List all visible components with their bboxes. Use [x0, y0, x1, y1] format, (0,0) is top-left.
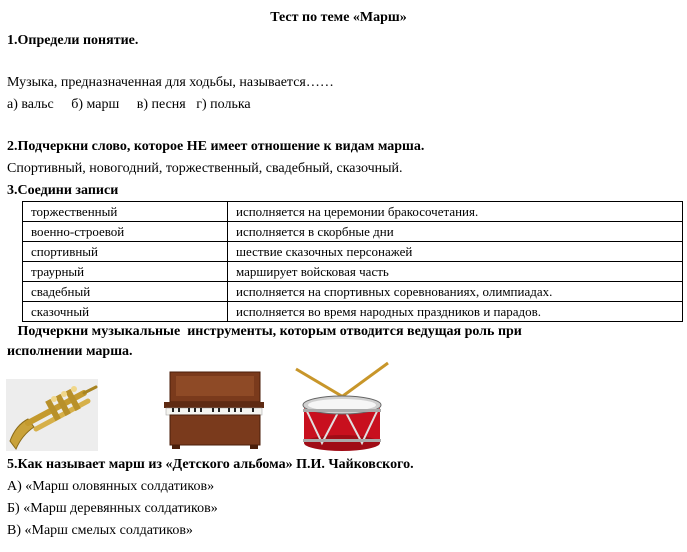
question-4-line-1: Подчеркни музыкальные инструменты, которым отводится ведущая роль при — [7, 324, 522, 339]
question-5-heading: 5.Как называет марш из «Детского альбома» П.И. Чайковского. — [7, 457, 414, 472]
trumpet-icon[interactable] — [6, 379, 98, 451]
table-row — [23, 242, 683, 262]
table-row — [23, 262, 683, 282]
table-cell-left: траурный — [23, 262, 228, 282]
table-cell-right: шествие сказочных персонажей — [228, 242, 683, 262]
question-4-line-2: исполнении марша. — [7, 344, 133, 359]
table-cell-right: исполняется в скорбные дни — [228, 222, 683, 242]
drum-icon[interactable] — [292, 361, 392, 453]
question-2-words: Спортивный, новогодний, торжественный, свадебный, сказочный. — [7, 161, 403, 176]
page-title: Тест по теме «Марш» — [270, 10, 407, 25]
table-cell-left: военно-строевой — [23, 222, 228, 242]
table-cell-right: марширует войсковая часть — [228, 262, 683, 282]
answer-option-a: А) «Марш оловянных солдатиков» — [7, 479, 215, 494]
question-3-heading: 3.Соедини записи — [7, 183, 119, 198]
matching-table — [22, 201, 683, 322]
table-cell-left: свадебный — [23, 282, 228, 302]
table-row — [23, 222, 683, 242]
table-cell-left: спортивный — [23, 242, 228, 262]
table-cell-left: сказочный — [23, 302, 228, 322]
answer-option-b: Б) «Марш деревянных солдатиков» — [7, 501, 218, 516]
table-row — [23, 302, 683, 322]
table-cell-right: исполняется на церемонии бракосочетания. — [228, 202, 683, 222]
answer-option-c: В) «Марш смелых солдатиков» — [7, 523, 193, 538]
table-row — [23, 202, 683, 222]
question-2-heading: 2.Подчеркни слово, которое НЕ имеет отношение к видам марша. — [7, 139, 425, 154]
table-cell-right: исполняется во время народных праздников и парадов. — [228, 302, 683, 322]
table-cell-left: торжественный — [23, 202, 228, 222]
piano-icon[interactable] — [160, 370, 266, 450]
table-row — [23, 282, 683, 302]
table-cell-right: исполняется на спортивных соревнованиях, олимпиадах. — [228, 282, 683, 302]
question-1-text: Музыка, предназначенная для ходьбы, называется…… — [7, 75, 334, 90]
question-1-options: а) вальс б) марш в) песня г) полька — [7, 97, 251, 112]
question-1-heading: 1.Определи понятие. — [7, 33, 139, 48]
